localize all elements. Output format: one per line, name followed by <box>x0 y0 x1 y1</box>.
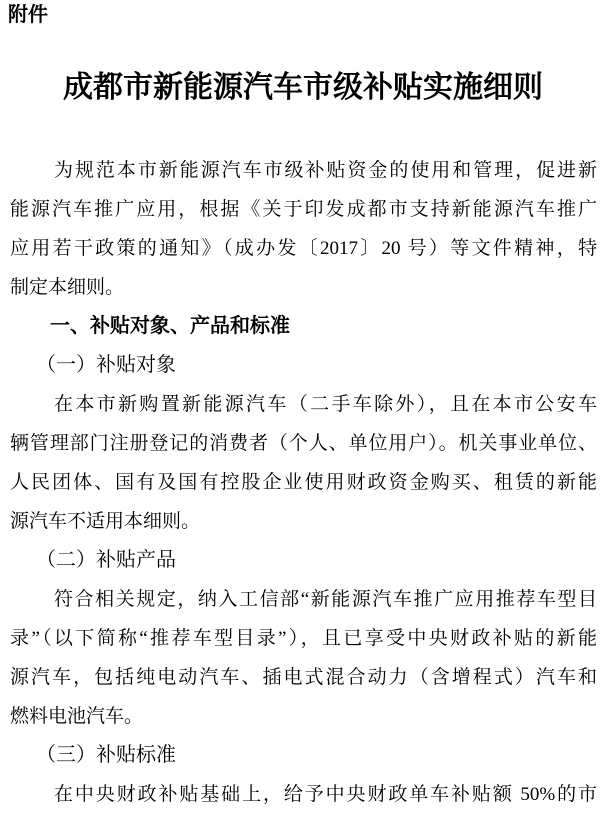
body-line: 源汽车不适用本细则。 <box>10 511 201 532</box>
subsection-heading: （三）补贴标准 <box>36 744 176 766</box>
body-line: 符合相关规定，纳入工信部“新能源汽车推广应用推荐车型目 <box>54 589 597 610</box>
body-line: 能源汽车推广应用，根据《关于印发成都市支持新能源汽车推广 <box>10 199 597 220</box>
body-line: 为规范本市新能源汽车市级补贴资金的使用和管理，促进新 <box>54 160 597 181</box>
attachment-label: 附件 <box>8 4 48 26</box>
section-heading: 一、补贴对象、产品和标准 <box>50 315 290 337</box>
subsection-heading: （一）补贴对象 <box>36 354 176 376</box>
body-line: 在本市新购置新能源汽车（二手车除外），且在本市公安车 <box>54 394 597 415</box>
body-line: 制定本细则。 <box>10 277 125 298</box>
subsection-heading: （二）补贴产品 <box>36 549 176 571</box>
body-line: 在中央财政补贴基础上，给予中央财政单车补贴额 50%的市 <box>54 784 597 805</box>
body-line: 源汽车，包括纯电动汽车、插电式混合动力（含增程式）汽车和 <box>10 667 597 688</box>
document-title: 成都市新能源汽车市级补贴实施细则 <box>63 71 543 104</box>
body-line: 燃料电池汽车。 <box>10 706 144 727</box>
body-line: 应用若干政策的通知》（成办发〔2017〕20 号）等文件精神，特 <box>10 238 597 259</box>
body-line: 录”（以下简称“推荐车型目录”），且已享受中央财政补贴的新能 <box>10 628 597 649</box>
body-line: 辆管理部门注册登记的消费者（个人、单位用户）。机关事业单位、 <box>10 433 597 454</box>
body-line: 人民团体、国有及国有控股企业使用财政资金购买、租赁的新能 <box>10 472 597 493</box>
document-body <box>10 151 597 814</box>
